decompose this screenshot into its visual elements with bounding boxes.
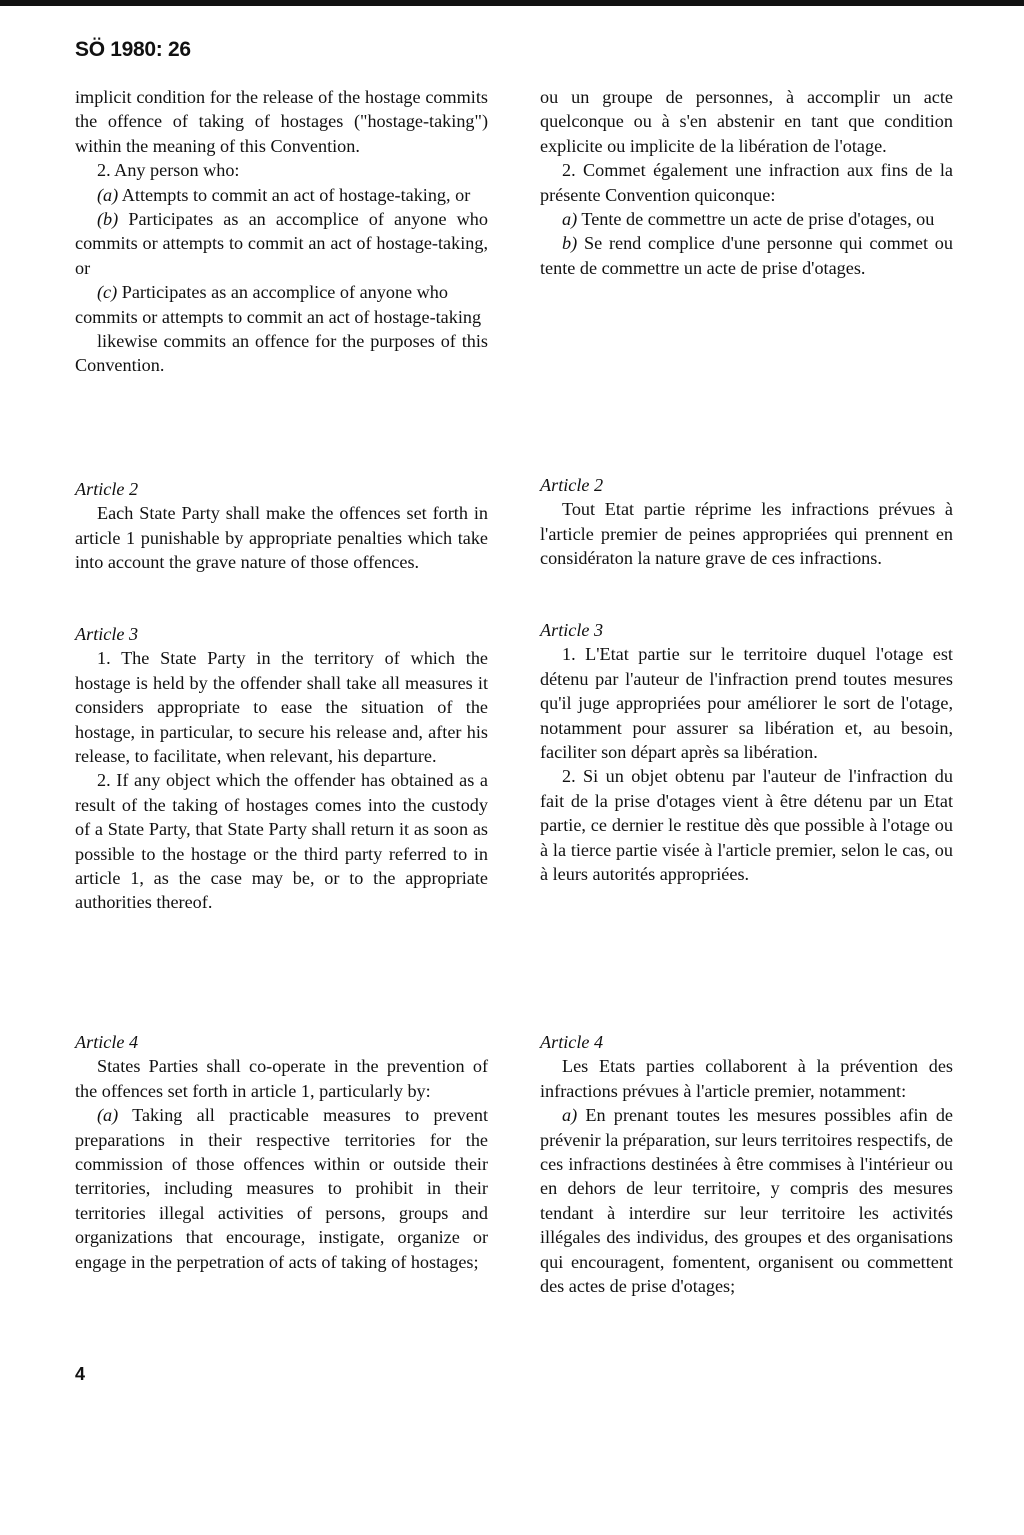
french-article-4-heading: Article 4	[540, 1032, 604, 1052]
english-item-c-text: Participates as an accomplice of anyone who commits or attempts to commit an act of hostage-taking	[75, 282, 482, 327]
english-item-a-text: Attempts to commit an act of hostage-taking, or	[118, 184, 471, 205]
french-item-b-text: Se rend complice d'une personne qui commet ou tente de commettre un acte de prise d'otages.	[540, 233, 953, 278]
english-article-3-paragraph-1: 1. The State Party in the territory of which the hostage is held by the offender shall take all measures it considers appropriate to ease the situation of the hostage, in particular, to secure his release and, after his release, to facilitate, when relevant, his departure.	[75, 648, 488, 767]
english-item-a-label: (a)	[97, 184, 119, 205]
english-closing-paragraph: likewise commits an offence for the purposes of this Convention.	[75, 331, 488, 376]
french-item-b-label: b)	[562, 233, 578, 254]
english-article-4-heading: Article 4	[75, 1032, 139, 1052]
english-article-3-paragraph-2: 2. If any object which the offender has obtained as a result of the taking of hostages comes into the custody of a State Party, that State Party shall return it as soon as possible to the hostage or the third party referred to in article 1, as the case may be, or to the appropriate authorities thereof.	[75, 770, 488, 913]
french-article-3-heading: Article 3	[540, 620, 604, 640]
french-article-4-item-a	[540, 1103, 953, 1298]
english-item-b-label: (b)	[97, 209, 119, 230]
english-article-4-paragraph-1: States Parties shall co-operate in the prevention of the offences set forth in article 1, particularly by:	[75, 1056, 488, 1101]
french-article-4-item-a-text: En prenant toutes les mesures possibles afin de prévenir la préparation, sur leurs territoires respectifs, de ces infractions destinées à être commises à l'intérieur ou en dehors de leur territoire, y compris des mesures tendant à interdire sur leur territoire les activités illégales des individus, des groupes et des organisations qui encouragent, fomentent, organisent ou commettent des actes de prise d'otages;	[540, 1105, 953, 1297]
english-article-4-item-a-label: (a)	[97, 1105, 119, 1126]
english-item-a	[75, 183, 488, 207]
english-article-2-text: Each State Party shall make the offences set forth in article 1 punishable by appropriate penalties which take into account the grave nature of those offences.	[75, 503, 488, 573]
english-item-b	[75, 207, 488, 280]
french-intro-section	[540, 85, 953, 280]
english-paragraph-2: 2. Any person who:	[97, 160, 240, 181]
english-article-3	[75, 622, 488, 915]
french-item-a	[540, 207, 953, 231]
english-article-3-heading: Article 3	[75, 624, 139, 644]
french-item-a-text: Tente de commettre un acte de prise d'otages, ou	[577, 209, 935, 230]
english-intro-paragraph: implicit condition for the release of the hostage commits the offence of taking of hostages ("hostage-taking") within the meaning of this Convention.	[75, 87, 488, 156]
french-paragraph-2: 2. Commet également une infraction aux fins de la présente Convention quiconque:	[540, 160, 953, 205]
french-article-4-item-a-label: a)	[562, 1105, 578, 1126]
english-intro-section	[75, 85, 488, 378]
french-article-3-paragraph-2: 2. Si un objet obtenu par l'auteur de l'infraction du fait de la prise d'otages vient à être détenu par un Etat partie, ce dernier le restitue dès que possible à l'otage ou à la tierce partie visée à l'article premier, selon le cas, ou à leurs autorités appropriées.	[540, 766, 953, 885]
french-article-4-paragraph-1: Les Etats parties collaborent à la prévention des infractions prévues à l'article premier, notamment:	[540, 1056, 953, 1101]
french-item-a-label: a)	[562, 209, 578, 230]
english-article-4-item-a	[75, 1103, 488, 1274]
top-rule	[0, 0, 1024, 6]
french-article-2-text: Tout Etat partie réprime les infractions prévues à l'article premier de peines appropriées qui prennent en considératon la nature grave de ces infractions.	[540, 499, 953, 569]
english-article-2	[75, 477, 488, 575]
french-item-b	[540, 231, 953, 280]
english-article-2-heading: Article 2	[75, 479, 139, 499]
english-article-4-item-a-text: Taking all practicable measures to prevent preparations in their respective territories for the commission of those offences within or outside their territories, including measures to prohibit in their territories illegal activities of persons, groups and organizations that encourage, instigate, organize or engage in the perpetration of acts of taking of hostages;	[75, 1105, 488, 1272]
french-article-3-paragraph-1: 1. L'Etat partie sur le territoire duquel l'otage est détenu par l'auteur de l'infraction prend toutes mesures qu'il juge appropriées pour améliorer le sort de l'otage, notamment pour assurer sa libération et, au besoin, faciliter son départ après sa libération.	[540, 644, 953, 763]
document-reference: SÖ 1980: 26	[75, 38, 191, 61]
english-item-c	[75, 280, 488, 329]
french-article-2-heading: Article 2	[540, 475, 604, 495]
page-number: 4	[75, 1364, 86, 1384]
english-item-c-label: (c)	[97, 282, 118, 303]
french-intro-paragraph: ou un groupe de personnes, à accomplir un acte quelconque ou à s'en abstenir en tant que condition explicite ou implicite de la libération de l'otage.	[540, 87, 953, 156]
english-article-4	[75, 1030, 488, 1274]
french-article-4	[540, 1030, 953, 1298]
french-article-2	[540, 473, 953, 571]
english-item-b-text: Participates as an accomplice of anyone who commits or attempts to commit an act of hostage-taking, or	[75, 209, 488, 278]
french-article-3	[540, 618, 953, 886]
